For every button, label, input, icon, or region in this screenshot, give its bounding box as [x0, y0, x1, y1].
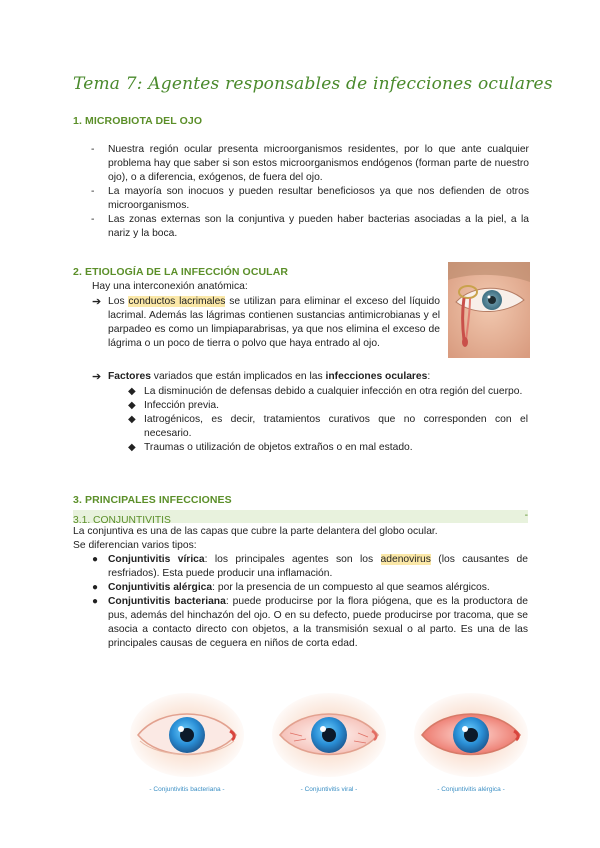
list-item: ● Conjuntivitis bacteriana: puede producirse por la flora piógena, que es la productora de pus, además del hinchazón del ojo. O en su defecto, puede producirse por tracoma, que se asocia a contacto directo con objetos, a la transmisión sexual o al parto. Es una de las principales causas de ceguera en niños de corta edad.: [92, 596, 528, 649]
factors-intro-item: ➔ Factores variados que están implicados en las infecciones oculares:: [92, 371, 431, 383]
list-item: - La mayoría son inocuos y pueden resultar beneficiosos ya que nos defienden de otros microorganismos.: [91, 186, 529, 211]
section-2-heading: 2. ETIOLOGÍA DE LA INFECCIÓN OCULAR: [73, 266, 289, 278]
list-item: ◆ Infección previa.: [128, 400, 219, 411]
highlight-lacrimal: conductos lacrimales: [128, 296, 226, 307]
highlight-adenovirus: adenovirus: [380, 554, 431, 565]
bullet-marker: ●: [92, 596, 99, 607]
dash-marker: -: [91, 186, 95, 197]
bacterial-conjunctivitis-image: [130, 693, 244, 777]
diamond-marker: ◆: [128, 400, 136, 411]
diamond-marker: ◆: [128, 386, 136, 397]
conjuntiva-definition: La conjuntiva es una de las capas que cubre la parte delantera del globo ocular.: [73, 526, 438, 537]
caption-viral: - Conjuntivitis viral -: [300, 786, 358, 793]
types-intro: Se diferencian varios tipos:: [73, 540, 197, 551]
list-item: ● Conjuntivitis vírica: los principales agentes son los adenovirus (los causantes de resfriados). Esta puede producir una inflamación.: [92, 554, 528, 579]
lacrimal-ducts-item: ➔ Los conductos lacrimales se utilizan para eliminar el exceso del líquido lacrimal. Además las lágrimas contienen sustancias antimicrobianas y el parpadeo es como un limpiaparabrisas, ya que nos elimina el exceso de lágrima o un poco de tierra o polvo que haya entrado al ojo.: [92, 296, 441, 349]
list-item: - Nuestra región ocular presenta microorganismos residentes, por lo que ante cualquier problema hay que saber si son estos microorganismos endógenos (forman parte de nuestro ojo), o a diferencia, exógenos, de fuera del ojo.: [91, 144, 529, 183]
microbiota-list: [92, 143, 529, 241]
diamond-marker: ◆: [128, 414, 136, 425]
diamond-marker: ◆: [128, 442, 136, 453]
section-3-heading: 3. PRINCIPALES INFECCIONES: [73, 494, 232, 506]
subsection-title: 3.1. CONJUNTIVITIS: [73, 515, 171, 526]
list-item: ◆ Traumas o utilización de objetos extraños o en mal estado.: [128, 442, 413, 453]
list-item: - Las zonas externas son la conjuntiva y pueden haber bacterias asociadas a la piel, a la nariz y la boca.: [91, 214, 529, 239]
allergic-conjunctivitis-image: [414, 693, 528, 777]
list-item: ◆ La disminución de defensas debido a cualquier infección en otra región del cuerpo.: [128, 386, 523, 397]
viral-conjunctivitis-image: [272, 693, 386, 777]
caption-bacterial: - Conjuntivitis bacteriana -: [149, 786, 225, 793]
lacrimal-anatomy-image: [448, 262, 530, 358]
bullet-marker: ●: [92, 554, 99, 565]
bullet-marker: ●: [92, 582, 99, 593]
caption-allergic: - Conjuntivitis alérgica -: [437, 786, 505, 793]
subsection-conjuntivitis: [73, 510, 528, 526]
dash-marker: -: [91, 144, 95, 155]
list-item: ● Conjuntivitis alérgica: por la presencia de un compuesto al que seamos alérgicos.: [92, 582, 490, 593]
arrow-marker: ➔: [92, 296, 102, 308]
section-1-heading: 1. MICROBIOTA DEL OJO: [73, 115, 203, 127]
list-item: ◆ Iatrogénicos, es decir, tratamientos curativos que no corresponden con el necesario.: [128, 414, 528, 439]
factors-list: [128, 385, 528, 455]
page-title: Tema 7: Agentes responsables de infecciones oculares: [73, 74, 553, 94]
arrow-marker: ➔: [92, 371, 102, 383]
conjunctivitis-types-list: [92, 553, 528, 651]
subsection-trail: -: [524, 510, 528, 521]
anatomy-intro: Hay una interconexión anatómica:: [92, 281, 248, 292]
dash-marker: -: [91, 214, 95, 225]
